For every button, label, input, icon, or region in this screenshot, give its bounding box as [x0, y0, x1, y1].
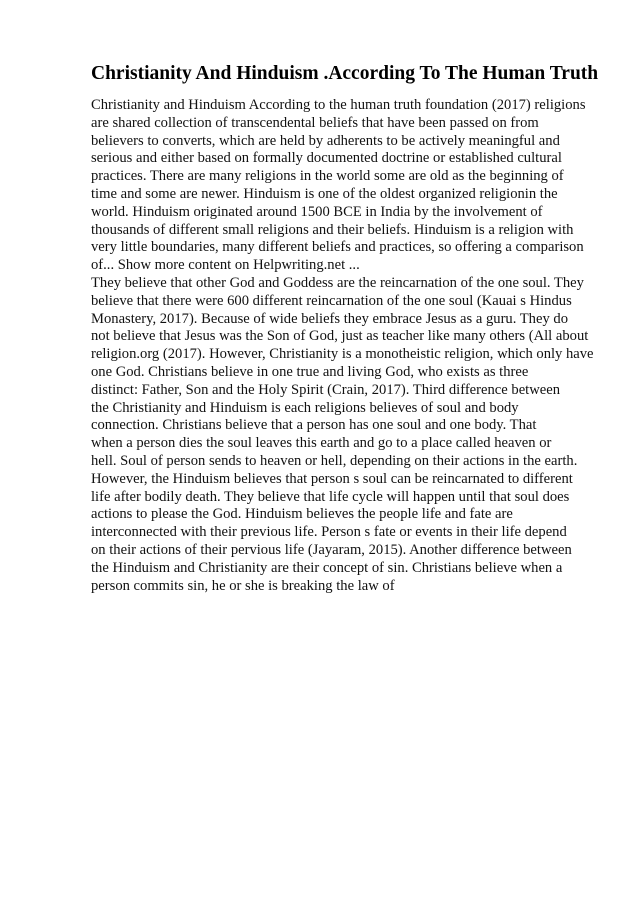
body-line: However, the Hinduism believes that person s soul can be reincarnated to different [91, 470, 573, 487]
show-more-line: of... Show more content on Helpwriting.net ... [91, 257, 360, 274]
body-line: practices. There are many religions in the world some are old as the beginning of [91, 168, 564, 185]
body-line: when a person dies the soul leaves this earth and go to a place called heaven or [91, 435, 552, 452]
body-line: Christianity and Hinduism According to the human truth foundation (2017) religions [91, 97, 586, 113]
body-line: thousands of different small religions and their beliefs. Hinduism is a religion with [91, 221, 574, 238]
body-line: actions to please the God. Hinduism believes the people life and fate are [91, 506, 513, 523]
body-line: interconnected with their previous life. Person s fate or events in their life depend [91, 524, 567, 541]
body-line: the Hinduism and Christianity are their concept of sin. Christians believe when a [91, 559, 563, 576]
body-line: hell. Soul of person sends to heaven or hell, depending on their actions in the earth. [91, 452, 578, 469]
body-line: person commits sin, he or she is breaking the law of [91, 577, 395, 594]
body-line: world. Hinduism originated around 1500 BCE in India by the involvement of [91, 203, 543, 220]
body-line: distinct: Father, Son and the Holy Spirit (Crain, 2017). Third difference between [91, 381, 561, 398]
body-line: the Christianity and Hinduism is each religions believes of soul and body [91, 399, 519, 416]
body-line: religion.org (2017). However, Christianity is a monotheistic religion, which only have [91, 346, 594, 363]
body-line: life after bodily death. They believe that life cycle will happen until that soul does [91, 488, 570, 505]
body-line: very little boundaries, many different beliefs and practices, so offering a comparison [91, 239, 584, 256]
body-line: not believe that Jesus was the Son of God, just as teacher like many others (All about [91, 328, 589, 345]
body-line: connection. Christians believe that a person has one soul and one body. That [91, 417, 537, 434]
body-line: time and some are newer. Hinduism is one of the oldest organized religionin the [91, 185, 558, 202]
body-line: Monastery, 2017). Because of wide beliefs they embrace Jesus as a guru. They do [91, 310, 568, 327]
body-line: on their actions of their pervious life (Jayaram, 2015). Another difference between [91, 541, 572, 558]
body-line: believers to converts, which are held by adherents to be actively meaningful and [91, 132, 560, 149]
body-line: They believe that other God and Goddess are the reincarnation of the one soul. They [91, 274, 584, 291]
body-line: believe that there were 600 different reincarnation of the one soul (Kauai s Hindus [91, 292, 572, 309]
body-line: serious and either based on formally documented doctrine or established cultural [91, 150, 562, 167]
body-line: are shared collection of transcendental beliefs that have been passed on from [91, 114, 539, 131]
document-body [91, 97, 611, 595]
body-line: one God. Christians believe in one true and living God, who exists as three [91, 363, 529, 380]
document-title: Christianity And Hinduism .According To The Human Truth [91, 63, 599, 84]
